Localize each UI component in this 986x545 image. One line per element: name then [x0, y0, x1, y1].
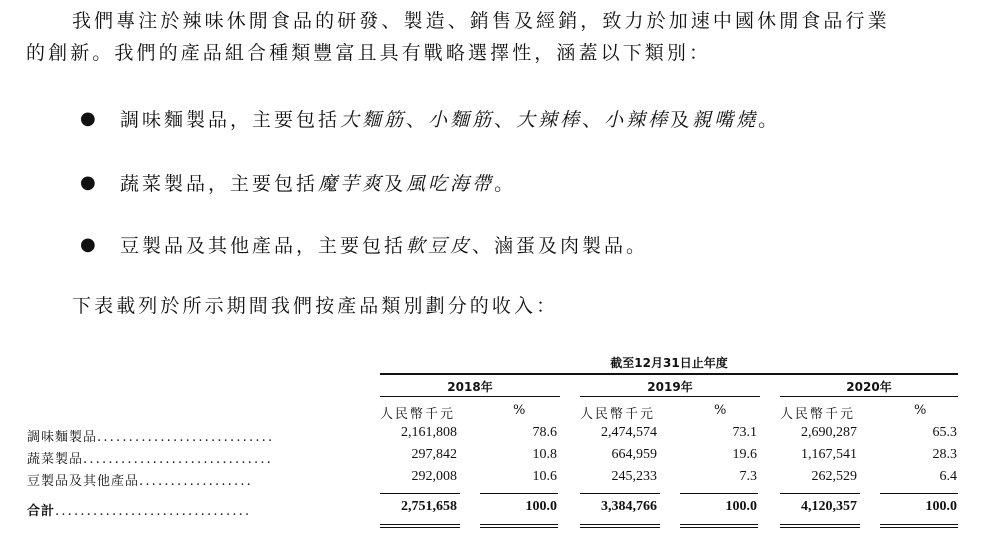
total-cell: 3,384,766 — [601, 499, 657, 514]
total-double-rule — [580, 527, 660, 528]
table-cell: 245,233 — [611, 469, 657, 484]
bullet-products — [318, 173, 516, 195]
product-name: 小麵筋 — [428, 109, 495, 131]
table-cell: 262,529 — [811, 469, 857, 484]
subtotal-rule — [580, 493, 660, 494]
total-row-label: 合計............................... — [27, 504, 252, 519]
total-double-rule — [780, 527, 860, 528]
table-cell: 292,008 — [411, 469, 457, 484]
bullet-lead: 豆製品及其他產品，主要包括 — [120, 235, 407, 257]
year-2020: 2020年 — [846, 380, 892, 394]
total-double-rule — [680, 524, 758, 525]
total-double-rule — [680, 527, 758, 528]
product-name: 小辣棒 — [604, 109, 671, 131]
total-cell: 100.0 — [725, 499, 757, 514]
punctuation: 及 — [384, 173, 407, 195]
table-cell: 28.3 — [932, 447, 957, 462]
intro-line-1: 我們專注於辣味休閒食品的研發、製造、銷售及經銷，致力於加速中國休閒食品行業 — [72, 10, 890, 32]
pct-label: % — [914, 403, 927, 418]
table-cell: 297,842 — [411, 447, 457, 462]
unit-label: 人民幣千元 — [780, 407, 856, 422]
subtotal-rule — [680, 493, 758, 494]
total-double-rule — [580, 524, 660, 525]
subtotal-rule — [780, 493, 860, 494]
punctuation: 、 — [582, 109, 605, 131]
bullet-lead: 蔬菜製品，主要包括 — [120, 173, 319, 195]
product-name: 親嘴燒 — [692, 109, 759, 131]
bullet-dot-icon: ● — [80, 172, 96, 193]
bullet-lead: 調味麵製品，主要包括 — [120, 109, 341, 131]
bullet-item — [120, 105, 780, 132]
punctuation: 及 — [670, 109, 693, 131]
subtotal-rule — [380, 493, 460, 494]
period-header: 截至12月31日止年度 — [610, 356, 728, 370]
table-cell: 65.3 — [932, 425, 957, 440]
year-2019: 2019年 — [647, 380, 693, 394]
unit-label: 人民幣千元 — [580, 407, 656, 422]
product-name: 大辣棒 — [516, 109, 583, 131]
row-label: 豆製品及其他產品.................. — [27, 474, 253, 489]
year-rule — [780, 396, 958, 397]
intro-line-2: 的創新。我們的產品組合種類豐富且具有戰略選擇性，涵蓋以下類別： — [26, 42, 712, 64]
total-double-rule — [780, 524, 860, 525]
total-double-rule — [380, 527, 460, 528]
table-cell: 7.3 — [739, 469, 757, 484]
header-rule — [380, 373, 958, 375]
product-name: 魔芋爽 — [318, 173, 385, 195]
table-cell: 19.6 — [732, 447, 757, 462]
punctuation: 、滷蛋及肉製品。 — [472, 235, 649, 257]
bullet-products — [340, 109, 780, 131]
product-name: 大麵筋 — [340, 109, 407, 131]
subtotal-rule — [480, 493, 558, 494]
year-rule — [580, 396, 760, 397]
unit-label: 人民幣千元 — [380, 407, 456, 422]
total-double-rule — [880, 524, 958, 525]
total-cell: 100.0 — [925, 499, 957, 514]
row-label: 調味麵製品............................ — [27, 430, 275, 445]
total-double-rule — [880, 527, 958, 528]
table-intro: 下表載列於所示期間我們按產品類別劃分的收入： — [72, 295, 559, 317]
total-double-rule — [480, 527, 558, 528]
total-cell: 4,120,357 — [801, 499, 857, 514]
table-cell: 2,474,574 — [601, 425, 657, 440]
row-label: 蔬菜製品.............................. — [27, 452, 273, 467]
table-cell: 1,167,541 — [801, 447, 857, 462]
punctuation: 、 — [406, 109, 429, 131]
total-double-rule — [380, 524, 460, 525]
pct-label: % — [714, 403, 727, 418]
bullet-products — [406, 235, 648, 257]
punctuation: 。 — [758, 109, 781, 131]
year-rule — [380, 396, 560, 397]
bullet-dot-icon: ● — [80, 108, 96, 129]
table-cell: 78.6 — [532, 425, 557, 440]
punctuation: 、 — [494, 109, 517, 131]
subtotal-rule — [880, 493, 958, 494]
table-cell: 73.1 — [732, 425, 757, 440]
bullet-dot-icon: ● — [80, 234, 96, 255]
total-double-rule — [480, 524, 558, 525]
table-cell: 10.8 — [532, 447, 557, 462]
year-2018: 2018年 — [447, 380, 493, 394]
table-cell: 10.6 — [532, 469, 557, 484]
bullet-item — [120, 231, 648, 258]
table-cell: 664,959 — [611, 447, 657, 462]
pct-label: % — [513, 403, 526, 418]
bullet-item — [120, 169, 516, 196]
product-name: 風吃海帶 — [406, 173, 495, 195]
table-cell: 2,690,287 — [801, 425, 857, 440]
total-cell: 100.0 — [525, 499, 557, 514]
punctuation: 。 — [494, 173, 517, 195]
product-name: 軟豆皮 — [406, 235, 473, 257]
total-cell: 2,751,658 — [401, 499, 457, 514]
table-cell: 6.4 — [939, 469, 957, 484]
table-cell: 2,161,808 — [401, 425, 457, 440]
